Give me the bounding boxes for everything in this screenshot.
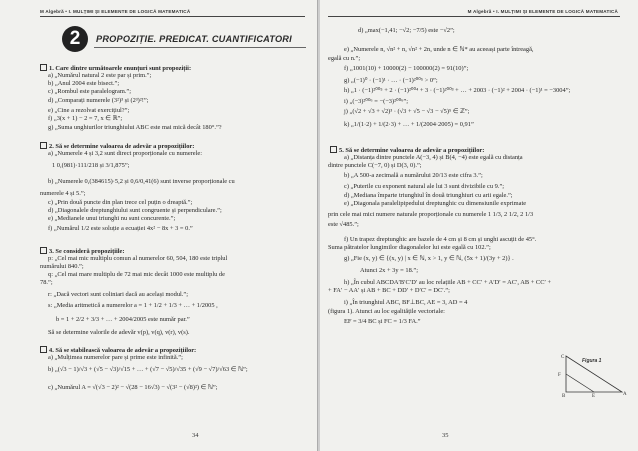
text-line bbox=[48, 124, 222, 131]
text-line-content: EF = 3/4 BC și FC = 1/3 FA.” bbox=[344, 318, 421, 325]
text-line-content: g) „(−1)⁰ · (−1)¹ · … · (−1)²⁰⁰⁵ > 0”; bbox=[344, 77, 438, 84]
page-number-right: 35 bbox=[442, 432, 449, 439]
text-line bbox=[344, 200, 526, 207]
text-line-content: + FA′ − AA′ și AB + BC + DD′ + D′C′ = DC′.”; bbox=[328, 287, 450, 294]
text-line-content: a) „Numărul natural 2 este par și prim.”; bbox=[48, 72, 152, 79]
text-line-content: d) „Mediana împarte triunghiul în două triunghiuri cu arii egale.”; bbox=[344, 192, 513, 199]
text-line-content: s: „Media aritmetică a numerelor a = 1 + 1/2 + 1/3 + … + 1/2005 , bbox=[48, 302, 218, 309]
text-line-content: 3. Se consideră propozițiile: bbox=[49, 248, 125, 255]
text-line bbox=[358, 27, 455, 34]
text-line-content: b) „Numerele 0,(384615)·5,2 și 0,6/0,41(6) sunt inverse proporționale cu bbox=[48, 178, 235, 185]
text-line bbox=[48, 115, 122, 122]
text-line bbox=[344, 279, 551, 286]
text-line-content: c) „Numărul A = √(√3 − 2)² − √(28 − 16√3) − √(3² − (√8)²) ∈ ℕ”; bbox=[48, 384, 218, 391]
text-line-content: i) „(−3)²⁰⁰⁶ = −(−3)²⁰⁰⁶”; bbox=[344, 98, 408, 105]
text-line bbox=[48, 291, 188, 298]
text-line bbox=[330, 146, 484, 154]
text-line bbox=[344, 121, 474, 128]
text-line bbox=[344, 98, 408, 105]
text-line bbox=[40, 279, 53, 286]
text-line-content: 2. Să se determine valoarea de adevăr a propozițiilor: bbox=[49, 143, 195, 150]
chapter-number: 2 bbox=[62, 26, 88, 52]
text-line bbox=[48, 354, 183, 361]
text-line-content: q: „Cel mai mare multiplu de 72 mai mic decât 1000 este multiplu de bbox=[48, 271, 225, 278]
right-page bbox=[320, 0, 638, 451]
text-line-content: c) „Rombul este paralelogram.”; bbox=[48, 88, 132, 95]
text-line bbox=[344, 172, 483, 179]
text-line bbox=[328, 162, 422, 169]
text-line-content: Suma pătratelor lungimilor diagonalelor lui este egală cu 102.”; bbox=[328, 244, 491, 251]
text-line-content: d) „Diagonalele dreptunghiului sunt congruente și perpendiculare.”; bbox=[48, 207, 222, 214]
text-line bbox=[48, 72, 151, 79]
text-line bbox=[344, 65, 468, 72]
text-line-content: b) „Anul 2004 este bisect.”; bbox=[48, 80, 120, 87]
text-line bbox=[328, 221, 359, 228]
exercise-box-icon bbox=[40, 346, 47, 353]
text-line-content: g) „Suma unghiurilor triunghiului ABC este mai mică decât 180°.”? bbox=[48, 124, 222, 131]
text-line bbox=[328, 211, 533, 218]
text-line bbox=[48, 329, 189, 336]
text-line bbox=[344, 192, 513, 199]
text-line bbox=[48, 225, 193, 232]
text-line-content: 4. Să se stabilească valoarea de adevăr a propozițiilor: bbox=[49, 347, 197, 354]
text-line bbox=[344, 108, 469, 115]
text-line-content: numărului 840.”; bbox=[40, 263, 84, 270]
left-page bbox=[0, 0, 318, 451]
text-line-content: Atunci 2x + 3y = 18.”; bbox=[360, 267, 418, 274]
text-line bbox=[40, 190, 85, 197]
text-line bbox=[48, 97, 148, 104]
text-line-content: f) Un trapez dreptunghic are bazele de 4 cm și 8 cm și unghi ascuțit de 45°. bbox=[344, 236, 537, 243]
text-line-content: j) „(√2 + √3 + √2)³ · (√3 + √5 − √3 − √5)⁵ ∈ ℤ”; bbox=[344, 108, 470, 115]
text-line bbox=[48, 107, 129, 114]
vertex-label: A bbox=[623, 392, 627, 397]
text-line bbox=[344, 183, 504, 190]
vertex-label: E bbox=[592, 394, 596, 398]
vertex-label: C bbox=[561, 355, 565, 360]
text-line-content: r: „Dacă vectori sunt coliniari dacă au același modul.”; bbox=[48, 291, 188, 298]
text-line-content: (figura 1). Atunci au loc egalitățile vectoriale: bbox=[328, 308, 445, 315]
text-line bbox=[344, 77, 438, 84]
text-line bbox=[328, 244, 491, 251]
text-line-content: f) „1001(10) + 10000(2) − 100000(2) = 91(10)”; bbox=[344, 65, 469, 72]
text-line bbox=[48, 150, 202, 157]
text-line bbox=[40, 346, 196, 354]
text-line-content: prin cele mai mici numere naturale proporționale cu numerele 1 1/3, 2 1/2, 2 1/3 bbox=[328, 211, 534, 218]
text-line-content: d) „Comparați numerele (3²)³ și (2³)²!”; bbox=[48, 97, 149, 104]
text-line bbox=[344, 299, 467, 306]
text-line bbox=[344, 87, 570, 94]
text-line-content: b) „(√3 − 1)/√3 + (√5 − √3)/√15 + … + (√7 − √5)/√35 + (√9 − √7)/√63 ∈ ℕ”; bbox=[48, 366, 248, 373]
text-line-content: h) „1 · (−1)²⁰⁰⁵ + 2 · (−1)²⁰⁰⁴ + 3 · (−1)²⁰⁰³ + … + 2003 · (−1)² + 2004 · (−1)¹ = −3004”; bbox=[344, 87, 571, 94]
text-line bbox=[40, 247, 125, 255]
text-line-content: c) „Prin două puncte din plan trece cel puțin o dreaptă.”; bbox=[48, 199, 193, 206]
text-line bbox=[48, 207, 222, 214]
figure-caption: Figura 1 bbox=[582, 358, 602, 364]
text-line-content: a) „Numerele 4 și 3,2 sunt direct proporționale cu numerele: bbox=[48, 150, 203, 157]
running-header-left: M Algebră • I. MULȚIMI ȘI ELEMENTE DE LOGICĂ MATEMATICĂ bbox=[40, 9, 191, 14]
chapter-title: PROPOZIȚIE. PREDICAT. CUANTIFICATORI bbox=[96, 34, 292, 44]
text-line bbox=[48, 199, 192, 206]
exercise-box-icon bbox=[40, 142, 47, 149]
text-line bbox=[344, 318, 421, 325]
text-line-content: e) „Medianele unui triunghi nu sunt concurente.”; bbox=[48, 215, 176, 222]
text-line-content: g) „Fie (x, y) ∈ {(x, y) | x ∈ ℕ, x > 1, y ∈ ℕ, (5x + 1)/(3y + 2)} . bbox=[344, 255, 514, 262]
text-line bbox=[360, 267, 418, 274]
text-line bbox=[48, 366, 248, 373]
text-line-content: 78.”; bbox=[40, 279, 53, 286]
text-line bbox=[344, 236, 536, 243]
text-line-content: k) „1/(1·2) + 1/(2·3) + … + 1/(2004·2005) = 0,91” bbox=[344, 121, 474, 128]
text-line bbox=[52, 162, 129, 169]
chapter-title-rule bbox=[94, 47, 306, 48]
text-line-content: d) „max(−1,41; −√2; −7/5) este −√2”; bbox=[358, 27, 455, 34]
text-line bbox=[48, 255, 227, 262]
text-line-content: dintre punctele C(−7, 0) și D(3, 0).”; bbox=[328, 162, 422, 169]
text-line-content: a) „Distanța dintre punctele A(−3, 4) și B(4, −4) este egală cu distanța bbox=[344, 154, 523, 161]
text-line-content: c) „Puterile cu exponent natural ale lui 3 sunt divizibile cu 9.”; bbox=[344, 183, 505, 190]
text-line-content: p: „Cel mai mic multiplu comun al numerelor 60, 504, 180 este triplul bbox=[48, 255, 228, 262]
text-line-content: e) „Diagonala paralelipipedului dreptunghic cu dimensiunile exprimate bbox=[344, 200, 527, 207]
text-line bbox=[48, 271, 225, 278]
text-line-content: i) „În triunghiul ABC, BF⊥BC, AE = 3, AD = 4 bbox=[344, 299, 468, 306]
text-line-content: f) „Numărul 1/2 este soluție a ecuației 4x² − 8x + 3 = 0.” bbox=[48, 225, 193, 232]
header-rule bbox=[328, 16, 620, 17]
text-line-content: numerele 4 și 5.”; bbox=[40, 190, 86, 197]
text-line-content: b) „A 500-a zecimală a numărului 20/13 este cifra 3.”; bbox=[344, 172, 483, 179]
vertex-label: B bbox=[562, 394, 566, 398]
exercise-box-icon bbox=[330, 146, 337, 153]
text-line bbox=[40, 142, 194, 150]
text-line bbox=[48, 178, 235, 185]
text-line-content: h) „În cubul ABCDA′B′C′D′ au loc relațiile AB + CC′ + A′D′ = AC′, AB + CC′ + bbox=[344, 279, 552, 286]
text-line bbox=[48, 302, 218, 309]
text-line bbox=[344, 154, 523, 161]
text-line bbox=[48, 88, 131, 95]
text-line-content: b = 1 + 2/2 + 3/3 + … + 2004/2005 este număr par.” bbox=[56, 316, 190, 323]
text-line-content: a) „Mulțimea numerelor pare și prime este infinită.”; bbox=[48, 354, 183, 361]
text-line bbox=[56, 316, 190, 323]
text-line-content: 1. Care dintre următoarele enunțuri sunt propoziții: bbox=[49, 65, 192, 72]
page-number-left: 34 bbox=[192, 432, 199, 439]
vertex-label: F bbox=[558, 373, 561, 378]
text-line bbox=[344, 46, 534, 53]
text-line-content: e) „Numerele n, √n² + n, √n² + 2n, unde n ∈ ℕ* au aceeași parte întreagă, bbox=[344, 46, 534, 53]
text-line-content: este √485.”; bbox=[328, 221, 359, 228]
text-line-content: Să se determine valorile de adevăr v(p), v(q), v(r), v(s). bbox=[48, 329, 190, 336]
text-line-content: 1 0,(981)·111/218 și 3/1,875”; bbox=[52, 162, 130, 169]
running-header-right: M Algebră • I. MULȚIMI ȘI ELEMENTE DE LOGICĂ MATEMATICĂ bbox=[467, 9, 618, 14]
text-line-content: 5. Să se determine valoarea de adevăr a propozițiilor: bbox=[339, 147, 485, 154]
text-line bbox=[40, 64, 191, 72]
figure-1-triangle-diagram bbox=[542, 352, 628, 398]
text-line bbox=[328, 308, 445, 315]
text-line bbox=[328, 287, 450, 294]
text-line bbox=[344, 255, 514, 262]
text-line bbox=[48, 80, 119, 87]
text-line bbox=[48, 215, 175, 222]
exercise-box-icon bbox=[40, 64, 47, 71]
text-line bbox=[328, 55, 360, 62]
text-line-content: f) „3(x + 1) − 2 = 7, x ∈ ℝ”; bbox=[48, 115, 123, 122]
text-line-content: e) „Cine a rezolvat exercițiul?”; bbox=[48, 107, 130, 114]
header-rule bbox=[40, 16, 305, 17]
text-line bbox=[48, 384, 218, 391]
text-line bbox=[40, 263, 84, 270]
exercise-box-icon bbox=[40, 247, 47, 254]
text-line-content: egală cu n.”; bbox=[328, 55, 361, 62]
